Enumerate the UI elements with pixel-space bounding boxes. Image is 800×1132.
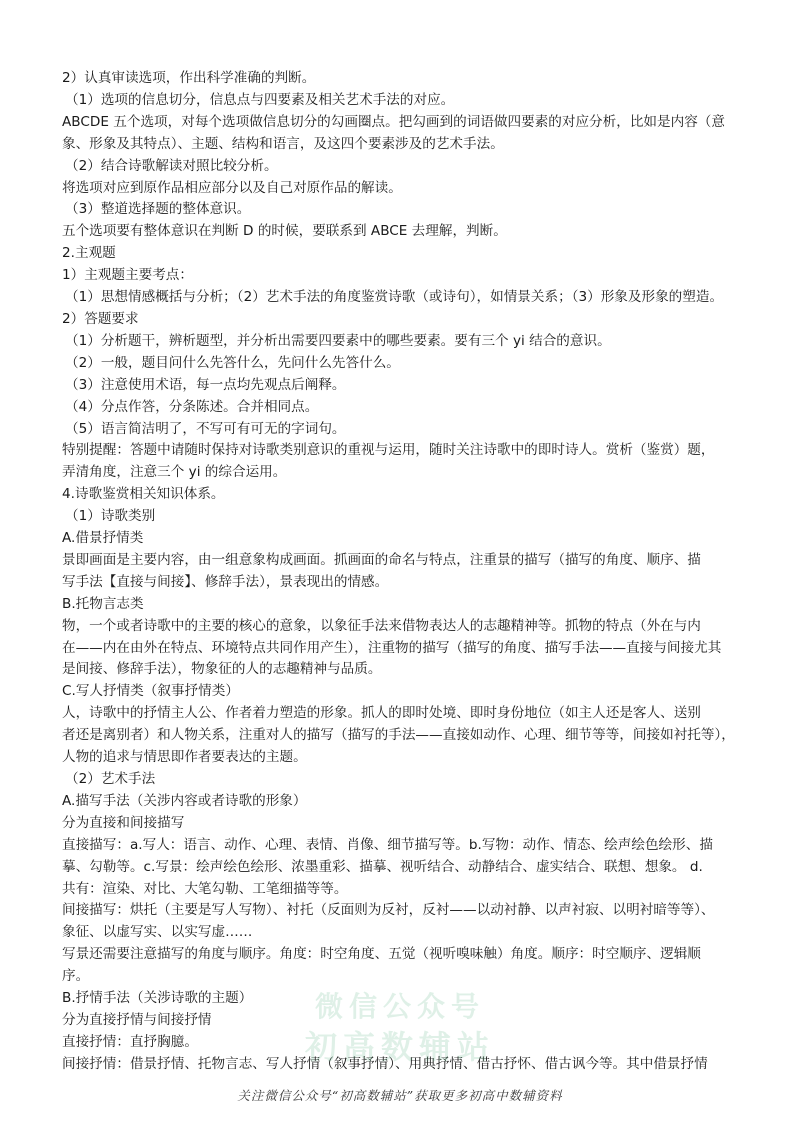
text-line: 人物的追求与情思即作者要表达的主题。 [62, 749, 307, 766]
text-line: A.描写手法（关涉内容或者诗歌的形象） [62, 792, 307, 809]
text-line: 者还是离别者）和人物关系，注重对人的描写（描写的手法——直接如动作、心理、细节等等，间接如衬托等）， [62, 727, 735, 744]
text-line: 在——内在由外在特点、环境特点共同作用产生），注重物的描写（描写的角度、描写手法——直接与间接尤其 [62, 639, 722, 656]
text-line: 五个选项要有整体意识在判断 D 的时候，要联系到 ABCE 去理解，判断。 [62, 223, 507, 240]
text-line: 弄清角度，注意三个 yi 的综合运用。 [62, 464, 287, 481]
text-line: 将选项对应到原作品相应部分以及自己对原作品的解读。 [62, 179, 402, 196]
text-line: C.写人抒情类（叙事抒情类） [62, 683, 239, 700]
text-line: （1）诗歌类别 [65, 508, 156, 525]
text-line: （1）选项的信息切分，信息点与四要素及相关艺术手法的对应。 [65, 91, 455, 108]
text-line: 间接描写：烘托（主要是写人写物）、衬托（反面则为反衬，反衬——以动衬静、以声衬寂、以明衬暗等等）、 [62, 902, 715, 919]
text-line: B.抒情手法（关涉诗歌的主题） [62, 990, 253, 1007]
text-line: （5）语言简洁明了，不写可有可无的字词句。 [65, 420, 346, 437]
text-line: 分为直接和间接描写 [62, 814, 185, 831]
watermark-line-1: 微信公众号 [314, 990, 485, 1023]
text-line: 间接抒情：借景抒情、托物言志、写人抒情（叙事抒情）、用典抒情、借古抒怀、借古讽今等。其中借景抒情 [62, 1055, 708, 1072]
page-footer: 关注微信公众号“初高数辅站”获取更多初高中数辅资料 [237, 1088, 563, 1103]
text-line: （2）结合诗歌解读对照比较分析。 [65, 157, 278, 174]
text-line: （1）分析题干，辨析题型，并分析出需要四要素中的哪些要素。要有三个 yi 结合的意识。 [65, 332, 611, 349]
text-line: 写手法【直接与间接】、修辞手法），景表现出的情感。 [62, 573, 389, 590]
text-line: 分为直接抒情与间接抒情 [62, 1011, 212, 1028]
text-line: 特别提醒：答题中请随时保持对诗歌类别意识的重视与运用，随时关注诗歌中的即时诗人。赏析（鉴赏）题， [62, 442, 715, 459]
text-line: （4）分点作答，分条陈述。合并相同点。 [65, 398, 319, 415]
text-line: B.托物言志类 [62, 595, 144, 612]
text-line: 写景还需要注意描写的角度与顺序。角度：时空角度、五觉（视听嗅味触）角度。顺序：时空顺序、逻辑顺 [62, 946, 701, 963]
text-line: 2）认真审读选项，作出科学准确的判断。 [62, 70, 316, 86]
text-line: （2）一般，题目问什么先答什么，先问什么先答什么。 [65, 354, 400, 371]
text-line: 2）答题要求 [62, 310, 139, 327]
text-line: ABCDE 五个选项，对每个选项做信息切分的勾画圈点。把勾画到的词语做四要素的对应分析，比如是内容（意 [62, 113, 725, 130]
text-line: （2）艺术手法 [65, 771, 156, 787]
text-line: 景即画面是主要内容，由一组意象构成画面。抓画面的命名与特点，注重景的描写（描写的角度、顺序、描 [62, 551, 701, 568]
text-line: 象征、以虚写实、以实写虚…… [62, 924, 253, 941]
text-line: （3）整道选择题的整体意识。 [65, 201, 251, 218]
text-line: 直接描写：a.写人：语言、动作、心理、表情、肖像、细节描写等。b.写物：动作、情态、绘声绘色绘形、描 [62, 836, 713, 853]
text-line: A.借景抒情类 [62, 530, 144, 547]
watermark-line-2: 初高数辅站 [304, 1028, 495, 1066]
text-line: 2.主观题 [62, 245, 116, 262]
text-line: （1）思想情感概括与分析；（2）艺术手法的角度鉴赏诗歌（或诗句），如情景关系；（3）形象及形象的塑造。 [65, 289, 724, 306]
text-line: 是间接、修辞手法），物象征的人的志趣精神与品质。 [62, 661, 382, 678]
text-line: 物，一个或者诗歌中的主要的核心的意象，以象征手法来借物表达人的志趣精神等。抓物的特点（外在与内 [62, 617, 701, 634]
document-body [62, 68, 742, 1076]
text-line: 摹、勾勒等。c.写景：绘声绘色绘形、浓墨重彩、描摹、视听结合、动静结合、虚实结合、联想、想象。 d. [62, 858, 703, 875]
text-line: 1）主观题主要考点： [62, 267, 193, 284]
text-line: 4.诗歌鉴赏相关知识体系。 [62, 486, 225, 503]
text-line: 共有：渲染、对比、大笔勾勒、工笔细描等等。 [62, 880, 348, 897]
text-line: 序。 [62, 968, 90, 985]
text-line: 直接抒情：直抒胸臆。 [62, 1033, 198, 1050]
text-line: 象、形象及其特点）、主题、结构和语言，及这四个要素涉及的艺术手法。 [62, 135, 504, 152]
text-line: （3）注意使用术语，每一点均先观点后阐释。 [65, 376, 346, 393]
text-line: 人，诗歌中的抒情主人公、作者着力塑造的形象。抓人的即时处境、即时身份地位（如主人还是客人、送别 [62, 705, 701, 722]
